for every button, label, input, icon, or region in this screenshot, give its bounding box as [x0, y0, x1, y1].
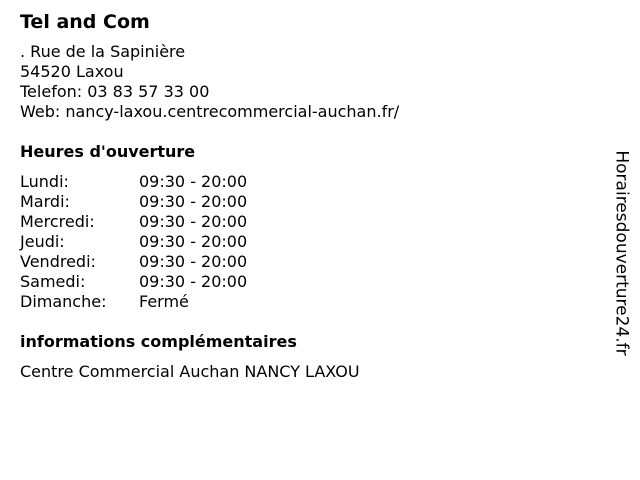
hours-row [20, 252, 600, 272]
additional-info-heading: informations complémentaires [20, 332, 297, 351]
web-line: Web: nancy-laxou.centrecommercial-auchan.fr/ [20, 102, 400, 121]
opening-hours-table [20, 172, 600, 312]
hours-row [20, 272, 600, 292]
time-value: 09:30 - 20:00 [139, 232, 248, 251]
day-label: Mercredi: [20, 212, 95, 231]
additional-info-text: Centre Commercial Auchan NANCY LAXOU [20, 362, 360, 381]
time-value: 09:30 - 20:00 [139, 272, 248, 291]
site-watermark [608, 135, 636, 371]
day-label: Dimanche: [20, 292, 107, 311]
address-line-2: 54520 Laxou [20, 62, 124, 81]
time-value: Fermé [139, 292, 189, 311]
hours-row [20, 192, 600, 212]
hours-row [20, 232, 600, 252]
business-card [20, 10, 600, 382]
hours-row [20, 172, 600, 192]
time-value: 09:30 - 20:00 [139, 252, 248, 271]
hours-row [20, 292, 600, 312]
time-value: 09:30 - 20:00 [139, 212, 248, 231]
business-name: Tel and Com [20, 11, 150, 33]
day-label: Vendredi: [20, 252, 96, 271]
hours-row [20, 212, 600, 232]
watermark-text: Horairesdouverture24.fr [612, 150, 632, 356]
opening-hours-heading: Heures d'ouverture [20, 142, 196, 161]
day-label: Samedi: [20, 272, 86, 291]
day-label: Lundi: [20, 172, 69, 191]
phone-line: Telefon: 03 83 57 33 00 [20, 82, 210, 101]
time-value: 09:30 - 20:00 [139, 172, 248, 191]
day-label: Mardi: [20, 192, 70, 211]
address-line-1: . Rue de la Sapinière [20, 42, 186, 61]
day-label: Jeudi: [20, 232, 65, 251]
time-value: 09:30 - 20:00 [139, 192, 248, 211]
